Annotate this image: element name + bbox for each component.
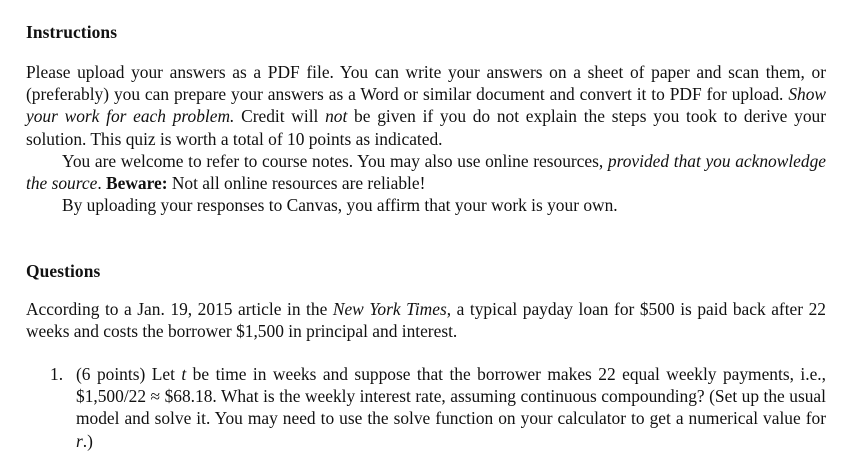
question-item-1 [50,363,826,452]
instructions-p1-emphasis-not: not [325,106,348,127]
instructions-paragraph-1 [26,61,826,150]
instructions-body [26,61,826,216]
instructions-p1-emphasis-show-work: Show your work for each problem. [26,84,826,127]
instructions-p1-text-a: Please upload your answers as a PDF file. You can write your answers on a sheet of paper and scan them, or (preferably) you can prepare your answers as a Word or similar document and convert it to PDF for upload. [26,62,826,105]
question-text-c: be time in weeks and suppose that the borrower makes 22 equal weekly payments, i.e., $1,500/22 ≈ $68.18. What is the weekly interest rate, assuming continuous compounding? (Set up the usual model and solve it. You may need to use the solve function on your calculator to get a numerical value for [76,364,826,429]
question-text-e: .) [82,430,93,451]
question-variable-t: t [181,364,187,384]
questions-intro-paragraph [26,298,826,342]
instructions-paragraph-3: By uploading your responses to Canvas, you affirm that your work is your own. [62,195,618,216]
questions-heading: Questions [26,261,101,281]
instructions-p2-text-e: Not all online resources are reliable! [167,173,426,194]
questions-intro-text-c: , a typical payday loan for $500 is paid back after 22 weeks and costs the borrower $1,500 in principal and interest. [26,299,826,342]
question-variable-r: r [76,430,83,451]
question-text-a: (6 points) Let [76,364,182,384]
instructions-heading: Instructions [26,22,118,42]
instructions-p2-beware: Beware: [106,173,168,194]
questions-intro [26,298,826,342]
questions-intro-text-a: According to a Jan. 19, 2015 article in the [26,299,333,319]
instructions-p1-text-e: be given if you do not explain the steps you took to derive your solution. This quiz is worth a total of 10 points as indicated. [26,106,826,149]
instructions-p2-text-c: . [97,173,107,194]
instructions-paragraph-2 [26,150,826,194]
instructions-p2-text-a: You are welcome to refer to course notes. You may also use online resources, [62,150,608,171]
questions-intro-source: New York Times [332,299,447,319]
instructions-p1-text-c: Credit will [234,106,326,127]
question-number: 1. [50,364,64,384]
question-text [76,363,826,452]
instructions-p2-emphasis-acknowledge: provided that you acknowledge the source [26,150,826,194]
